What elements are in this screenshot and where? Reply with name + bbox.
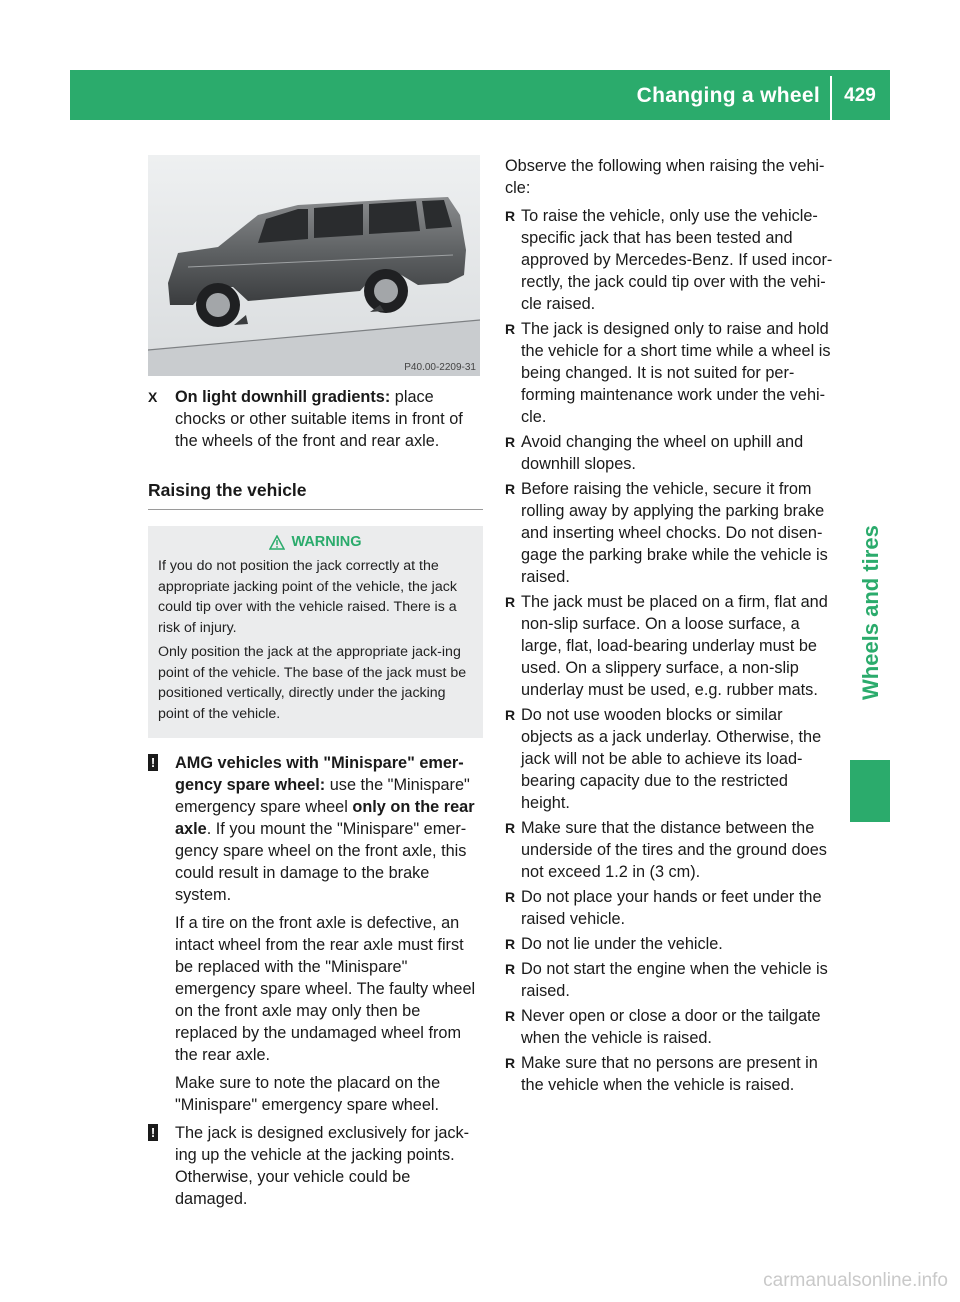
list-item bbox=[505, 431, 835, 475]
list-item-text: Do not lie under the vehicle. bbox=[521, 935, 723, 953]
bullet-icon: R bbox=[505, 321, 516, 337]
warning-paragraph: Only position the jack at the appropriate jack-ing point of the vehicle. The base of the jack must be positioned vertically, directly under the jacking point of the vehicle. bbox=[158, 644, 467, 722]
bullet-icon: R bbox=[505, 1055, 516, 1071]
notice-paragraph: If a tire on the front axle is defective, an intact wheel from the rear axle must first be replaced with the "Minispare" emergency spare wheel. The faulty wheel on the front axle may only then be replaced by the undamaged wheel from the rear axle. bbox=[175, 914, 476, 1064]
notice-lead: AMG vehicles with "Minispare" emer-gency spare wheel: bbox=[175, 754, 464, 794]
list-item bbox=[505, 704, 835, 814]
intro-paragraph: Observe the following when raising the vehi-cle: bbox=[505, 157, 825, 197]
notice-text: . If you mount the "Minispare" emer-gency spare wheel on the front axle, this could result in damage to the brake system. bbox=[175, 820, 467, 904]
exclamation-icon: ! bbox=[148, 754, 158, 771]
safety-bullet-list bbox=[505, 205, 835, 1096]
list-item-text: Never open or close a door or the tailgate when the vehicle is raised. bbox=[521, 1007, 821, 1047]
notice-paragraph: Make sure to note the placard on the "Minispare" emergency spare wheel. bbox=[175, 1074, 441, 1114]
chapter-side-tab bbox=[850, 120, 890, 740]
header-divider bbox=[830, 76, 832, 120]
figure-code: P40.00-2209-31 bbox=[404, 362, 476, 373]
list-item-text: Make sure that the distance between the underside of the tires and the ground does not exceed 1.2 in (3 cm). bbox=[521, 819, 827, 881]
list-item-text: To raise the vehicle, only use the vehicle-specific jack that has been tested and approved by Mercedes-Benz. If used incor-rectly, the jack could tip over with the vehi-cle raised. bbox=[521, 207, 833, 313]
step-arrow-icon: X bbox=[148, 389, 158, 405]
list-item-text: The jack is designed only to raise and hold the vehicle for a short time while a wheel is being changed. It is not suited for per-forming maintenance work under the vehi-cle. bbox=[521, 320, 831, 426]
list-item-text: Do not use wooden blocks or similar objects as a jack underlay. Otherwise, the jack will not be able to achieve its load-bearing capacity due to the restricted height. bbox=[521, 706, 822, 812]
list-item bbox=[505, 817, 835, 883]
bullet-icon: R bbox=[505, 434, 516, 450]
bullet-icon: R bbox=[505, 961, 516, 977]
bullet-icon: R bbox=[505, 208, 516, 224]
list-item bbox=[505, 318, 835, 428]
header-bar bbox=[70, 70, 890, 120]
watermark: carmanualsonline.info bbox=[763, 1270, 948, 1291]
vehicle-illustration-svg bbox=[148, 155, 480, 376]
list-item-text: Before raising the vehicle, secure it from rolling away by applying the parking brake and inserting wheel chocks. Do not disen-gage the parking brake while the vehicle is raised. bbox=[521, 480, 828, 586]
notice-jack bbox=[148, 1122, 483, 1210]
list-item-text: Do not start the engine when the vehicle is raised. bbox=[521, 960, 828, 1000]
chapter-marker-square bbox=[850, 760, 890, 822]
notice-paragraph bbox=[175, 752, 483, 906]
list-item-text: Do not place your hands or feet under the raised vehicle. bbox=[521, 888, 822, 928]
page-number: 429 bbox=[844, 85, 876, 106]
list-item-text: Avoid changing the wheel on uphill and downhill slopes. bbox=[521, 433, 804, 473]
vehicle-on-slope-illustration bbox=[148, 155, 480, 376]
list-item-text: The jack must be placed on a firm, flat and non-slip surface. On a loose surface, a large, flat, load-bearing underlay must be used. On a slippery surface, a non-slip underlay must be used, e.g. rubber mats. bbox=[521, 593, 828, 699]
step-text: place chocks or other suitable items in front of the wheels of the front and rear axle. bbox=[175, 388, 463, 450]
list-item bbox=[505, 933, 835, 955]
warning-paragraph: If you do not position the jack correctly at the appropriate jacking point of the vehicle, the jack could tip over with the vehicle raised. There is a risk of injury. bbox=[158, 558, 457, 636]
step-lead: On light downhill gradients: bbox=[175, 388, 391, 406]
rear-wheel-rim bbox=[374, 279, 398, 303]
warning-title: WARNING bbox=[291, 534, 362, 550]
list-item bbox=[505, 205, 835, 315]
instruction-step bbox=[148, 386, 483, 452]
notice-minispare bbox=[148, 752, 483, 1116]
section-title: Changing a wheel bbox=[636, 84, 820, 107]
chapter-side-tab-label: Wheels and tires bbox=[858, 525, 883, 700]
list-item bbox=[505, 1005, 835, 1049]
list-item bbox=[505, 478, 835, 588]
bullet-icon: R bbox=[505, 889, 516, 905]
list-item bbox=[505, 886, 835, 930]
bullet-icon: R bbox=[505, 707, 516, 723]
car-window-rear bbox=[369, 201, 420, 234]
list-item-text: Make sure that no persons are present in the vehicle when the vehicle is raised. bbox=[521, 1054, 818, 1094]
front-wheel-rim bbox=[206, 293, 230, 317]
right-column bbox=[505, 155, 835, 1099]
list-item bbox=[505, 1052, 835, 1096]
notice-paragraph: The jack is designed exclusively for jack-ing up the vehicle at the jacking points. Otherwise, your vehicle could be damaged. bbox=[175, 1124, 470, 1208]
bullet-icon: R bbox=[505, 481, 516, 497]
bullet-icon: R bbox=[505, 820, 516, 836]
section-heading: Raising the vehicle bbox=[148, 480, 483, 510]
list-item bbox=[505, 591, 835, 701]
bullet-icon: R bbox=[505, 594, 516, 610]
car-window-middle bbox=[314, 204, 363, 238]
warning-box bbox=[148, 526, 483, 738]
notice-emphasis: only on the rear axle bbox=[175, 798, 475, 838]
warning-header bbox=[158, 534, 473, 550]
notice-text: use the "Minispare" emergency spare wheel bbox=[175, 776, 470, 816]
exclamation-icon: ! bbox=[148, 1124, 158, 1141]
warning-triangle-icon bbox=[269, 535, 285, 550]
left-column bbox=[148, 386, 483, 1216]
list-item bbox=[505, 958, 835, 1002]
bullet-icon: R bbox=[505, 1008, 516, 1024]
bullet-icon: R bbox=[505, 936, 516, 952]
